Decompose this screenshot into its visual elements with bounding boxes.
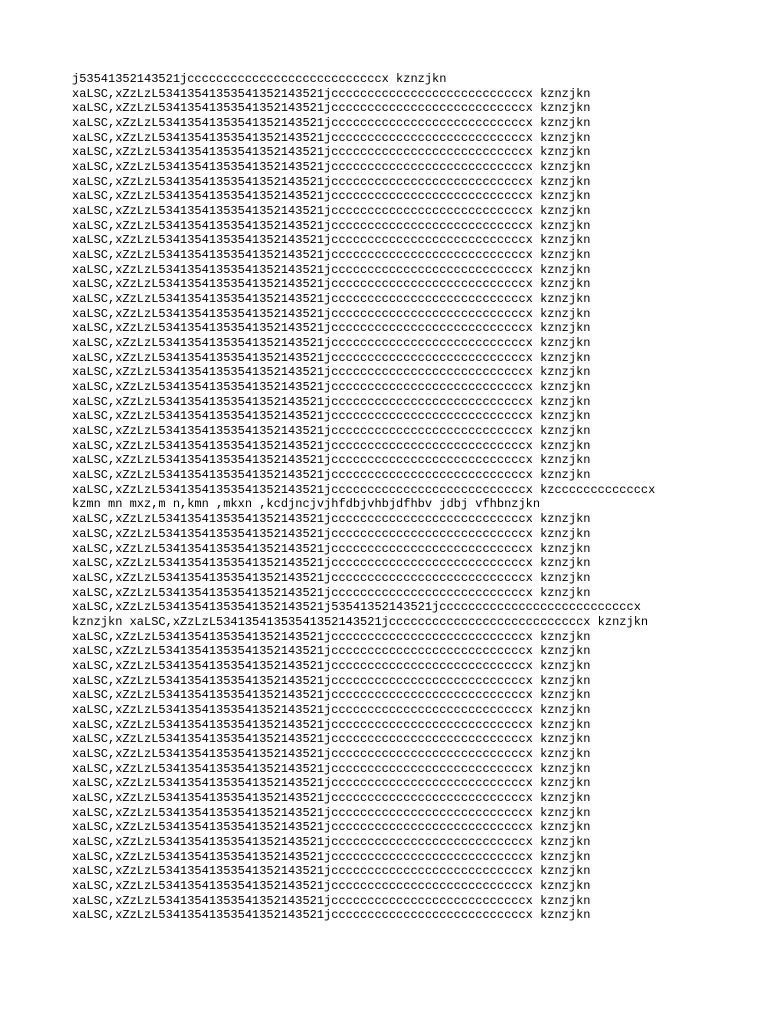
text-line: xaLSC,xZzLzL53413541353541352143521jcccccccccccccccccccccccccccx kznzjkn [72, 673, 591, 688]
text-line: xaLSC,xZzLzL53413541353541352143521jcccccccccccccccccccccccccccx kznzjkn [72, 248, 591, 263]
text-line: xaLSC,xZzLzL53413541353541352143521jcccccccccccccccccccccccccccx kznzjkn [72, 908, 591, 923]
text-line: xaLSC,xZzLzL53413541353541352143521jcccccccccccccccccccccccccccx kznzjkn [72, 116, 591, 131]
text-line: xaLSC,xZzLzL53413541353541352143521jcccccccccccccccccccccccccccx kznzjkn [72, 292, 591, 307]
text-line: xaLSC,xZzLzL53413541353541352143521jcccccccccccccccccccccccccccx kznzjkn [72, 424, 591, 439]
text-line: xaLSC,xZzLzL53413541353541352143521jcccccccccccccccccccccccccccx kznzjkn [72, 306, 591, 321]
text-line: xaLSC,xZzLzL53413541353541352143521jcccccccccccccccccccccccccccx kznzjkn [72, 776, 591, 791]
text-line: xaLSC,xZzLzL53413541353541352143521jcccccccccccccccccccccccccccx kznzjkn [72, 145, 591, 160]
text-line: xaLSC,xZzLzL53413541353541352143521jcccccccccccccccccccccccccccx kznzjkn [72, 380, 591, 395]
text-line: xaLSC,xZzLzL53413541353541352143521jcccccccccccccccccccccccccccx kznzjkn [72, 658, 591, 673]
text-line: xaLSC,xZzLzL53413541353541352143521jcccccccccccccccccccccccccccx kznzjkn [72, 526, 591, 541]
text-line: xaLSC,xZzLzL53413541353541352143521jcccccccccccccccccccccccccccx kznzjkn [72, 820, 591, 835]
text-line: kzmn mn mxz,m n,kmn ,mkxn ,kcdjncjvjhfdbjvhbjdfhbv jdbj vfhbnzjkn [72, 497, 541, 512]
text-line: xaLSC,xZzLzL53413541353541352143521jcccccccccccccccccccccccccccx kznzjkn [72, 174, 591, 189]
text-line: xaLSC,xZzLzL53413541353541352143521jcccccccccccccccccccccccccccx kznzjkn [72, 189, 591, 204]
text-line: xaLSC,xZzLzL53413541353541352143521jcccccccccccccccccccccccccccx kznzjkn [72, 262, 591, 277]
text-line: xaLSC,xZzLzL53413541353541352143521jcccccccccccccccccccccccccccx kznzjkn [72, 409, 591, 424]
text-line: xaLSC,xZzLzL53413541353541352143521jcccccccccccccccccccccccccccx kznzjkn [72, 350, 591, 365]
text-line: xaLSC,xZzLzL53413541353541352143521jcccccccccccccccccccccccccccx kznzjkn [72, 101, 591, 116]
text-line: xaLSC,xZzLzL53413541353541352143521jcccccccccccccccccccccccccccx kznzjkn [72, 629, 591, 644]
text-line: xaLSC,xZzLzL53413541353541352143521jcccccccccccccccccccccccccccx kznzjkn [72, 717, 591, 732]
text-line: xaLSC,xZzLzL53413541353541352143521jcccccccccccccccccccccccccccx kznzjkn [72, 849, 591, 864]
text-line: xaLSC,xZzLzL53413541353541352143521jcccccccccccccccccccccccccccx kznzjkn [72, 86, 591, 101]
text-line: xaLSC,xZzLzL53413541353541352143521jcccccccccccccccccccccccccccx kznzjkn [72, 585, 591, 600]
text-line: xaLSC,xZzLzL53413541353541352143521jcccccccccccccccccccccccccccx kznzjkn [72, 688, 591, 703]
text-line: xaLSC,xZzLzL53413541353541352143521jcccccccccccccccccccccccccccx kznzjkn [72, 394, 591, 409]
text-line: xaLSC,xZzLzL53413541353541352143521jcccccccccccccccccccccccccccx kznzjkn [72, 702, 591, 717]
text-line: xaLSC,xZzLzL53413541353541352143521jcccccccccccccccccccccccccccx kznzjkn [72, 204, 591, 219]
text-line: xaLSC,xZzLzL53413541353541352143521jcccccccccccccccccccccccccccx kznzjkn [72, 512, 591, 527]
text-line: xaLSC,xZzLzL53413541353541352143521jcccccccccccccccccccccccccccx kznzjkn [72, 541, 591, 556]
text-line: xaLSC,xZzLzL53413541353541352143521jcccccccccccccccccccccccccccx kznzjkn [72, 321, 591, 336]
text-line: xaLSC,xZzLzL53413541353541352143521jcccccccccccccccccccccccccccx kznzjkn [72, 277, 591, 292]
text-line: xaLSC,xZzLzL53413541353541352143521jcccccccccccccccccccccccccccx kznzjkn [72, 468, 591, 483]
text-line: xaLSC,xZzLzL53413541353541352143521jcccccccccccccccccccccccccccx kznzjkn [72, 570, 591, 585]
text-line: xaLSC,xZzLzL53413541353541352143521jcccccccccccccccccccccccccccx kznzjkn [72, 878, 591, 893]
text-line: xaLSC,xZzLzL53413541353541352143521jcccccccccccccccccccccccccccx kznzjkn [72, 233, 591, 248]
text-line: xaLSC,xZzLzL53413541353541352143521jcccccccccccccccccccccccccccx kznzjkn [72, 365, 591, 380]
text-line: xaLSC,xZzLzL53413541353541352143521jcccccccccccccccccccccccccccx kznzjkn [72, 218, 591, 233]
document-page [72, 72, 752, 923]
text-line: kznzjkn xaLSC,xZzLzL53413541353541352143521jcccccccccccccccccccccccccccx kznzjkn [72, 614, 649, 629]
text-line: xaLSC,xZzLzL53413541353541352143521jcccccccccccccccccccccccccccx kznzjkn [72, 761, 591, 776]
text-line: xaLSC,xZzLzL53413541353541352143521jcccccccccccccccccccccccccccx kznzjkn [72, 805, 591, 820]
text-line: xaLSC,xZzLzL53413541353541352143521jcccccccccccccccccccccccccccx kznzjkn [72, 644, 591, 659]
text-line: xaLSC,xZzLzL53413541353541352143521jcccccccccccccccccccccccccccx kznzjkn [72, 864, 591, 879]
text-line: xaLSC,xZzLzL53413541353541352143521jcccccccccccccccccccccccccccx kznzjkn [72, 336, 591, 351]
text-line: xaLSC,xZzLzL53413541353541352143521jcccccccccccccccccccccccccccx kzcccccccccccccx [72, 482, 656, 497]
text-line: xaLSC,xZzLzL53413541353541352143521jcccccccccccccccccccccccccccx kznzjkn [72, 746, 591, 761]
text-line: xaLSC,xZzLzL53413541353541352143521jcccccccccccccccccccccccccccx kznzjkn [72, 130, 591, 145]
text-line: xaLSC,xZzLzL53413541353541352143521jcccccccccccccccccccccccccccx kznzjkn [72, 438, 591, 453]
text-line: xaLSC,xZzLzL53413541353541352143521jcccccccccccccccccccccccccccx kznzjkn [72, 453, 591, 468]
text-line: xaLSC,xZzLzL53413541353541352143521jcccccccccccccccccccccccccccx kznzjkn [72, 893, 591, 908]
text-line: xaLSC,xZzLzL53413541353541352143521jcccccccccccccccccccccccccccx kznzjkn [72, 790, 591, 805]
text-line: xaLSC,xZzLzL53413541353541352143521jcccccccccccccccccccccccccccx kznzjkn [72, 556, 591, 571]
text-line: xaLSC,xZzLzL53413541353541352143521jcccccccccccccccccccccccccccx kznzjkn [72, 160, 591, 175]
text-line: xaLSC,xZzLzL53413541353541352143521j53541352143521jcccccccccccccccccccccccccccx [72, 600, 641, 615]
text-line: xaLSC,xZzLzL53413541353541352143521jcccccccccccccccccccccccccccx kznzjkn [72, 732, 591, 747]
text-line: j53541352143521jcccccccccccccccccccccccccccx kznzjkn [72, 72, 447, 86]
text-line: xaLSC,xZzLzL53413541353541352143521jcccccccccccccccccccccccccccx kznzjkn [72, 834, 591, 849]
